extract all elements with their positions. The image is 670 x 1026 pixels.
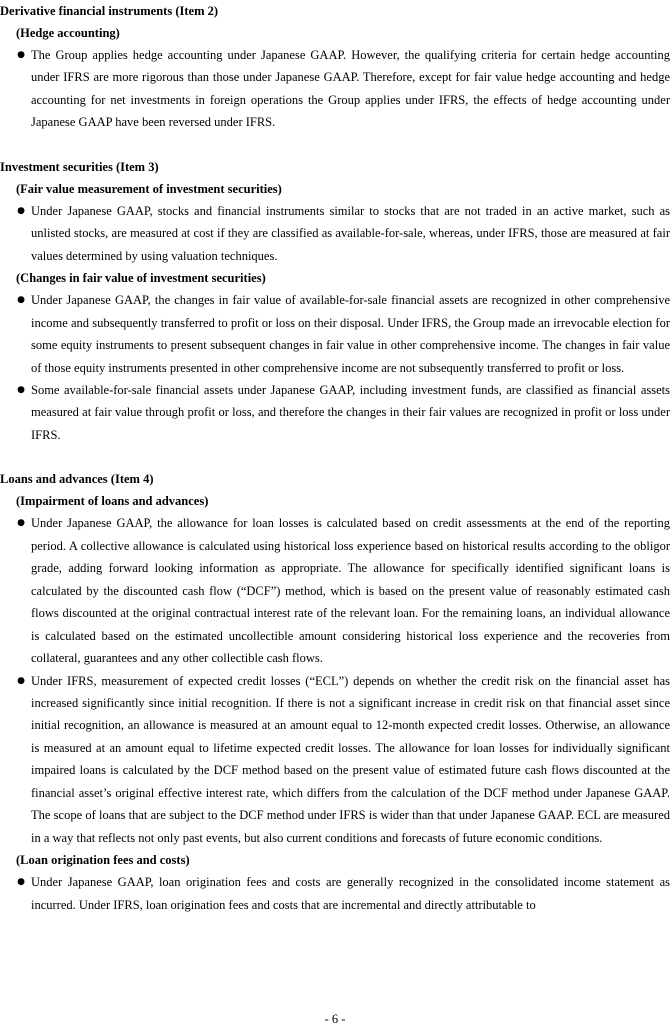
- list-item: [0, 379, 670, 446]
- paragraph-text: Some available-for-sale financial assets under Japanese GAAP, including investment funds, are classified as financial assets measured at fair value through profit or loss, and therefore the changes in their fair values are recognized in profit or loss under IFRS.: [31, 382, 670, 442]
- bullet-list: [0, 44, 670, 134]
- list-item: [0, 289, 670, 379]
- list-item: [0, 670, 670, 850]
- bullet-list: [0, 200, 670, 267]
- bullet-list: [0, 871, 670, 916]
- paragraph-text: Under Japanese GAAP, the allowance for loan losses is calculated based on credit assessments at the end of the reporting period. A collective allowance is calculated using historical loss experience based on historical results according to the obligor grade, adding forward looking information as appropriate. The allowance for specifically identified significant loans is calculated by the discounted cash flow (“DCF”) method, which is based on the present value of reasonably estimated cash flows discounted at the original contractual interest rate of the relevant loan. For the remaining loans, an individual allowance is calculated based on the estimated uncollectible amount considering historical loss experience and the recoveries from collateral, guarantees and any other collectible cash flows.: [31, 516, 670, 666]
- subsection-heading: (Impairment of loans and advances): [16, 494, 209, 509]
- subsection-heading: (Fair value measurement of investment securities): [16, 181, 282, 196]
- paragraph-text: Under Japanese GAAP, stocks and financial instruments similar to stocks that are not traded in an active market, such as unlisted stocks, are measured at cost if they are classified as available-for-sale, whereas, under IFRS, those are measured at fair values determined by using valuation techniques.: [31, 203, 670, 263]
- bullet-icon: ●: [17, 877, 25, 888]
- section-title: Derivative financial instruments (Item 2): [0, 4, 219, 18]
- section-investment-securities: [0, 156, 670, 447]
- subsection-heading: (Loan origination fees and costs): [16, 853, 190, 868]
- list-item: [0, 512, 670, 669]
- subsection-heading: (Changes in fair value of investment securities): [16, 271, 266, 286]
- bullet-list: [0, 512, 670, 849]
- paragraph-text: Under Japanese GAAP, loan origination fees and costs are generally recognized in the consolidated income statement as incurred. Under IFRS, loan origination fees and costs that are incremental and directly attributable to: [31, 875, 670, 912]
- section-loans-and-advances: [0, 468, 670, 916]
- bullet-icon: ●: [17, 50, 25, 60]
- paragraph-text: Under IFRS, measurement of expected credit losses (“ECL”) depends on whether the credit risk on the financial asset has increased significantly since initial recognition. If there is not a significant increase in credit risk on that financial asset since initial recognition, an allowance is measured at an amount equal to 12-month expected credit losses. Otherwise, an allowance is measured at an amount equal to lifetime expected credit losses. The allowance for loan losses for individually significant impaired loans is calculated by the DCF method based on the present value of estimated future cash flows discounted at the financial asset’s original effective interest rate, which differs from the calculation of the DCF method under Japanese GAAP. The scope of loans that are subject to the DCF method under IFRS is wider than that under Japanese GAAP. ECL are measured in a way that reflects not only past events, but also current conditions and forecasts of future economic conditions.: [31, 673, 670, 845]
- bullet-list: [0, 289, 670, 446]
- section-gap: [0, 446, 670, 468]
- bullet-icon: ●: [17, 675, 25, 686]
- section-gap: [0, 134, 670, 156]
- bullet-icon: ●: [17, 295, 25, 306]
- subsection-heading: (Hedge accounting): [16, 26, 120, 40]
- paragraph-text: Under Japanese GAAP, the changes in fair value of available-for-sale financial assets are recognized in other comprehensive income and subsequently transferred to profit or loss on their disposal. Under IFRS, the Group made an irrevocable election for some equity instruments to present subsequent changes in fair value in other comprehensive income. The changes in fair value of those equity instruments presented in other comprehensive income are not subsequently transferred to profit or loss.: [31, 293, 670, 375]
- bullet-icon: ●: [17, 205, 25, 216]
- list-item: [0, 871, 670, 916]
- section-title: Loans and advances (Item 4): [0, 472, 154, 487]
- section-derivatives: [0, 0, 670, 134]
- section-title: Investment securities (Item 3): [0, 159, 159, 174]
- page-number: - 6 -: [324, 1012, 346, 1026]
- list-item: [0, 200, 670, 267]
- paragraph-text: The Group applies hedge accounting under Japanese GAAP. However, the qualifying criteria for certain hedge accounting under IFRS are more rigorous than those under Japanese GAAP. Therefore, except for fair value hedge accounting and hedge accounting for net investments in foreign operations the Group applies under IFRS, the effects of hedge accounting under Japanese GAAP have been reversed under IFRS.: [31, 48, 670, 130]
- list-item: [0, 44, 670, 134]
- bullet-icon: ●: [17, 518, 25, 529]
- bullet-icon: ●: [17, 384, 25, 395]
